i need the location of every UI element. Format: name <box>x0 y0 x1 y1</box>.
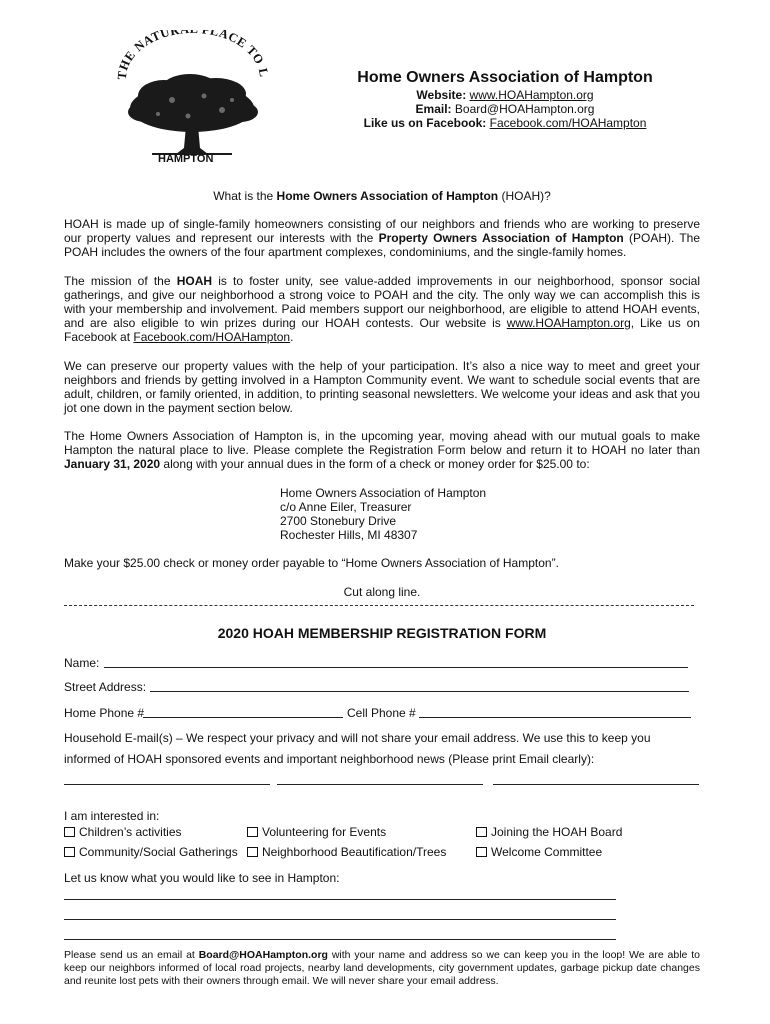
facebook-line <box>330 116 680 130</box>
para4-text-c: along with your annual dues in the form of a check or money order for $25.00 to: <box>160 457 590 471</box>
cut-line <box>64 605 694 606</box>
name-field[interactable] <box>104 667 688 668</box>
facebook-link[interactable]: Facebook.com/HOAHampton <box>489 116 647 130</box>
street-label: Street Address: <box>64 680 147 694</box>
paragraph-2 <box>64 274 700 344</box>
para1-text-c: (POAH). The POAH includes the owners of the four apartment complexes, condominiums, and the single-family homes. <box>64 231 701 259</box>
logo-arc-text: THE NATUR LACE TO L <box>114 30 272 81</box>
header <box>330 69 680 130</box>
email-line <box>330 102 680 116</box>
payable-note: Make your $25.00 check or money order payable to “Home Owners Association of Hampton”. <box>64 556 559 570</box>
para4-deadline: January 31, 2020 <box>64 457 161 471</box>
footer-note <box>64 949 700 988</box>
interest-label: Welcome Committee <box>491 845 603 859</box>
email-field-3[interactable] <box>493 784 699 785</box>
website-link[interactable]: www.HOAHampton.org <box>469 88 594 102</box>
email-field-2[interactable] <box>277 784 483 785</box>
interest-label: Joining the HOAH Board <box>491 825 623 839</box>
email-instructions-2: informed of HOAH sponsored events and important neighborhood news (Please print Email clearly): <box>64 752 595 766</box>
intro-post: (HOAH)? <box>498 189 551 203</box>
website-line <box>330 88 680 102</box>
paragraph-4 <box>64 429 700 471</box>
para2-text-e: . <box>290 330 294 344</box>
email-label: Email: <box>415 102 452 116</box>
interest-label: Neighborhood Beautification/Trees <box>262 845 447 859</box>
tree-icon <box>112 30 272 170</box>
para2-text-c: is to foster unity, see value-added improvements in our neighborhood, sponsor social gatherings, and give our neighborhood a strong voice to POAH and the city. The only way we can accomplish this is with your membership and involvement. Paid members support our neighborhood, are eligible to attend HOAH events, and are also eligible to win prizes during our HOAH contests. Our website is <box>64 274 700 330</box>
interest-volunteering[interactable] <box>247 825 386 839</box>
email-address: Board@HOAHampton.org <box>454 102 595 116</box>
address-line: 2700 Stonebury Drive <box>280 514 397 528</box>
interest-label: Children’s activities <box>79 825 182 839</box>
suggestion-line-1[interactable] <box>64 899 616 900</box>
facebook-label: Like us on Facebook: <box>363 116 487 130</box>
interest-label: Community/Social Gatherings <box>79 845 238 859</box>
home-phone-label: Home Phone # <box>64 706 145 720</box>
para2-text-d: , Like us on Facebook at <box>64 316 700 344</box>
email-field-1[interactable] <box>64 784 270 785</box>
hampton-logo <box>112 30 272 170</box>
checkbox-icon[interactable] <box>476 847 487 857</box>
paragraph-3: We can preserve our property values with the help of your participation. It’s also a nice way to meet and greet your neighbors and friends by getting involved in a Hampton Community event. We want to schedule social events that are adult, children, or family oriented, in addition, to printing seasonal newsletters. We welcome your ideas and ask that you jot one down in the payment section below. <box>64 359 700 415</box>
checkbox-icon[interactable] <box>64 847 75 857</box>
footer-text-c: with your name and address so we can keep you in the loop! We are able to keep our neighbors informed of local road projects, nearby land developments, city government updates, garbage pickup date changes and reunite lost pets with their owners through email. We will never share your email address. <box>64 949 701 987</box>
cell-phone-field[interactable] <box>419 717 691 718</box>
para2-website-link[interactable]: www.HOAHampton.org <box>506 316 631 330</box>
intro-question <box>64 189 700 203</box>
checkbox-icon[interactable] <box>64 827 75 837</box>
interest-welcome[interactable] <box>476 845 602 859</box>
cut-label: Cut along line. <box>343 585 421 599</box>
interest-community[interactable] <box>64 845 238 859</box>
suggestion-line-2[interactable] <box>64 919 616 920</box>
suggestions-label: Let us know what you would like to see in Hampton: <box>64 871 340 885</box>
interest-beautification[interactable] <box>247 845 446 859</box>
address-line: Home Owners Association of Hampton <box>280 486 487 500</box>
checkbox-icon[interactable] <box>247 847 258 857</box>
footer-email: Board@HOAHampton.org <box>198 949 328 961</box>
para4-text-a: The Home Owners Association of Hampton is, in the upcoming year, moving ahead with our mutual goals to make Hampton the natural place to live. Please complete the Registration Form below and return it to HOAH no later than <box>64 429 700 457</box>
form-title: 2020 HOAH MEMBERSHIP REGISTRATION FORM <box>217 625 547 641</box>
cell-phone-label: Cell Phone # <box>347 706 416 720</box>
address-line: Rochester Hills, MI 48307 <box>280 528 418 542</box>
footer-text-a: Please send us an email at <box>64 949 199 961</box>
mailing-address <box>280 486 486 542</box>
para2-bold: HOAH <box>176 274 213 288</box>
street-row <box>64 680 146 694</box>
intro-bold: Home Owners Association of Hampton <box>276 189 499 203</box>
website-label: Website: <box>416 88 467 102</box>
para1-bold: Property Owners Association of Hampton <box>378 231 624 245</box>
intro-pre: What is the <box>213 189 277 203</box>
para1-text-a: HOAH is made up of single-family homeowners consisting of our neighbors and friends who are working to preserve our property values and represent our interests with the <box>64 217 700 245</box>
paragraph-1 <box>64 217 700 259</box>
para2-text-a: The mission of the <box>64 274 177 288</box>
checkbox-icon[interactable] <box>247 827 258 837</box>
home-phone-field[interactable] <box>143 717 343 718</box>
interest-label: Volunteering for Events <box>262 825 387 839</box>
para2-facebook-link[interactable]: Facebook.com/HOAHampton <box>133 330 291 344</box>
email-instructions-1: Household E-mail(s) – We respect your privacy and will not share your email address. We use this to keep you <box>64 731 651 745</box>
interested-label: I am interested in: <box>64 809 160 823</box>
svg-text:THE NATURAL PLACE TO LIVE <box>112 30 271 80</box>
interest-board[interactable] <box>476 825 622 839</box>
address-line: c/o Anne Eiler, Treasurer <box>280 500 412 514</box>
name-label: Name: <box>64 656 100 670</box>
interest-children[interactable] <box>64 825 182 839</box>
street-address-field[interactable] <box>150 691 689 692</box>
checkbox-icon[interactable] <box>476 827 487 837</box>
logo-caption: HAMPTON <box>158 153 214 165</box>
suggestion-line-3[interactable] <box>64 939 616 940</box>
page-title: Home Owners Association of Hampton <box>357 69 653 86</box>
